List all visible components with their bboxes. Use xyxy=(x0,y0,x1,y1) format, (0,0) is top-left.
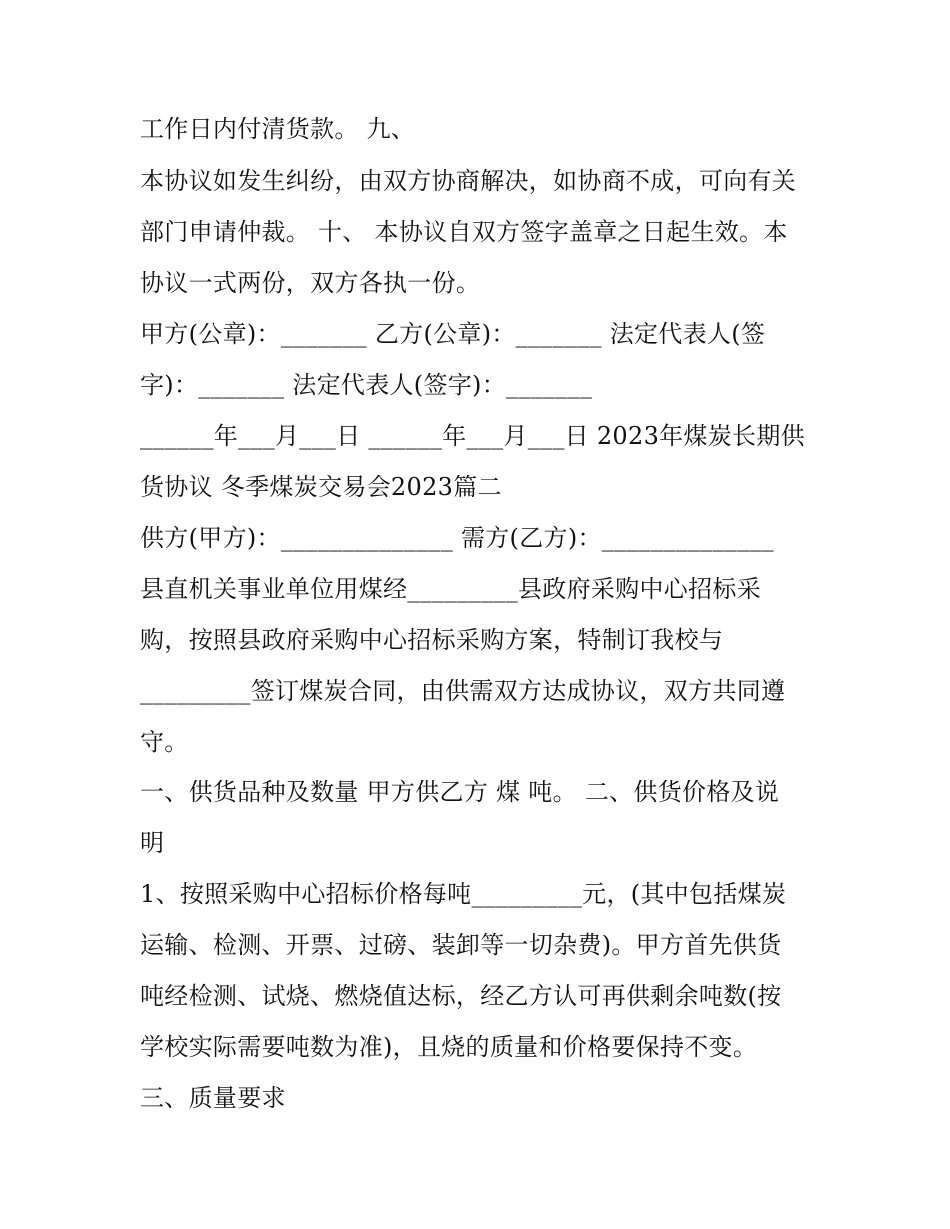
text-line: 购，按照县政府采购中心招标采购方案，特制订我校与 xyxy=(140,626,724,654)
text-line: 吨经检测、试烧、燃烧值达标，经乙方认可再供剩余吨数(按 xyxy=(140,982,782,1010)
text-line: 明 xyxy=(140,829,165,857)
text-line: 学校实际需要吨数为准)，且烧的质量和价格要保持不变。 xyxy=(140,1033,758,1061)
text-line: 部门申请仲裁。 十、 本协议自双方签字盖章之日起生效。本 xyxy=(140,218,788,246)
text-line: 工作日内付清货款。 九、 xyxy=(140,115,416,143)
text-line: _________签订煤炭合同，由供需双方达成协议，双方共同遵 xyxy=(140,677,786,705)
text-line: 县直机关事业单位用煤经_________县政府采购中心招标采 xyxy=(140,575,761,603)
text-line: 供方(甲方)：______________ 需方(乙方)：______________ xyxy=(140,524,774,552)
text-line: 货协议 冬季煤炭交易会2023篇二 xyxy=(140,473,502,501)
text-line: 甲方(公章)：_______ 乙方(公章)：_______ 法定代表人(签 xyxy=(140,320,766,348)
text-line: 协议一式两份，双方各执一份。 xyxy=(140,269,481,297)
text-line: 字)：_______ 法定代表人(签字)：_______ xyxy=(140,371,593,399)
text-line: ______年___月___日 ______年___月___日 2023年煤炭长期供 xyxy=(140,422,805,450)
text-line: 本协议如发生纠纷，由双方协商解决，如协商不成，可向有关 xyxy=(140,167,797,195)
section-heading: 三、质量要求 xyxy=(140,1084,286,1112)
text-line: 一、供货品种及数量 甲方供乙方 煤 吨。 二、供货价格及说 xyxy=(140,778,780,806)
text-line: 1、按照采购中心招标价格每吨_________元，(其中包括煤炭 xyxy=(140,880,787,908)
text-line: 守。 xyxy=(140,728,189,756)
text-line: 运输、检测、开票、过磅、装卸等一切杂费)。甲方首先供货 xyxy=(140,931,782,959)
